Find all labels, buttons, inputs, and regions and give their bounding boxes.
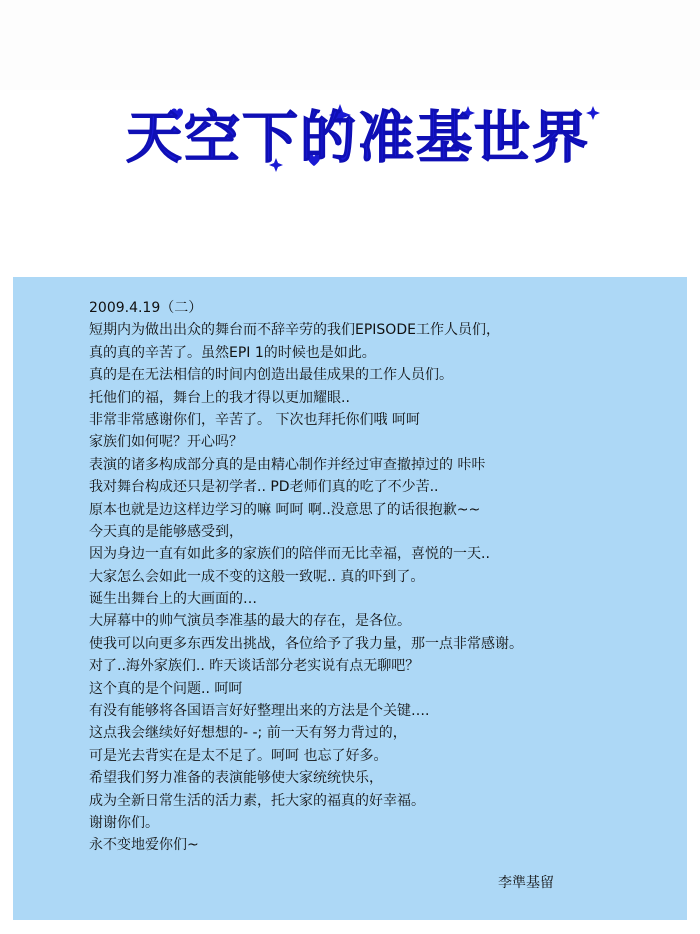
- letter-line: 谢谢你们。: [89, 814, 159, 831]
- letter-line: 可是光去背实在是太不足了。呵呵 也忘了好多。: [89, 747, 388, 764]
- letter-line: 我对舞台构成还只是初学者.. PD老师们真的吃了不少苦..: [89, 479, 439, 496]
- letter-line: 成为全新日常生活的活力素，托大家的福真的好幸福。: [89, 792, 425, 809]
- letter-line: 诞生出舞台上的大画面的…: [89, 591, 257, 608]
- letter-line: 真的是在无法相信的时间内创造出最佳成果的工作人员们。: [89, 367, 453, 384]
- letter-line: 有没有能够将各国语言好好整理出来的方法是个关键….: [89, 703, 430, 720]
- letter-line: 原本也就是边这样边学习的嘛 呵呵 啊..没意思了的话很抱歉~~: [89, 501, 481, 518]
- letter-line: 非常非常感谢你们，辛苦了。 下次也拜托你们哦 呵呵: [89, 411, 420, 428]
- letter-signature: 李準基留: [498, 875, 554, 891]
- letter-line: 今天真的是能够感受到，: [89, 523, 243, 540]
- letter-line: 因为身边一直有如此多的家族们的陪伴而无比幸福，喜悦的一天..: [89, 546, 490, 563]
- letter-closing: 永不变地爱你们~: [89, 837, 199, 854]
- letter-body: [89, 297, 679, 857]
- letter-line: 大家怎么会如此一成不变的这般一致呢.. 真的吓到了。: [89, 568, 425, 585]
- letter-line: 大屏幕中的帅气演员李准基的最大的存在，是各位。: [89, 613, 411, 630]
- letter-line: 表演的诸多构成部分真的是由精心制作并经过审查撤掉过的 咔咔: [89, 456, 486, 473]
- letter-line: 真的真的辛苦了。虽然EPI 1的时候也是如此。: [89, 344, 376, 361]
- letter-line: 对了..海外家族们.. 昨天谈话部分老实说有点无聊吧？: [89, 658, 420, 675]
- letter-line: 使我可以向更多东西发出挑战，各位给予了我力量，那一点非常感谢。: [89, 635, 523, 652]
- letter-line: 这个真的是个问题.. 呵呵: [89, 680, 243, 697]
- letter-line: 短期内为做出出众的舞台而不辞辛劳的我们EPISODE工作人员们，: [89, 322, 500, 339]
- letter-date: 2009.4.19（二）: [89, 300, 203, 316]
- letter-line: 希望我们努力准备的表演能够使大家统统快乐，: [89, 770, 383, 787]
- letter-line: 这点我会继续好好想想的- -; 前一天有努力背过的，: [89, 725, 407, 742]
- banner-title: 天空下的准基世界: [126, 106, 590, 171]
- letter-line: 家族们如何呢？开心吗？: [89, 434, 243, 451]
- banner-logo: [108, 100, 608, 180]
- header-area: [0, 0, 700, 276]
- header-blank-strip: [0, 0, 700, 90]
- letter-line: 托他们的福，舞台上的我才得以更加耀眼..: [89, 389, 350, 406]
